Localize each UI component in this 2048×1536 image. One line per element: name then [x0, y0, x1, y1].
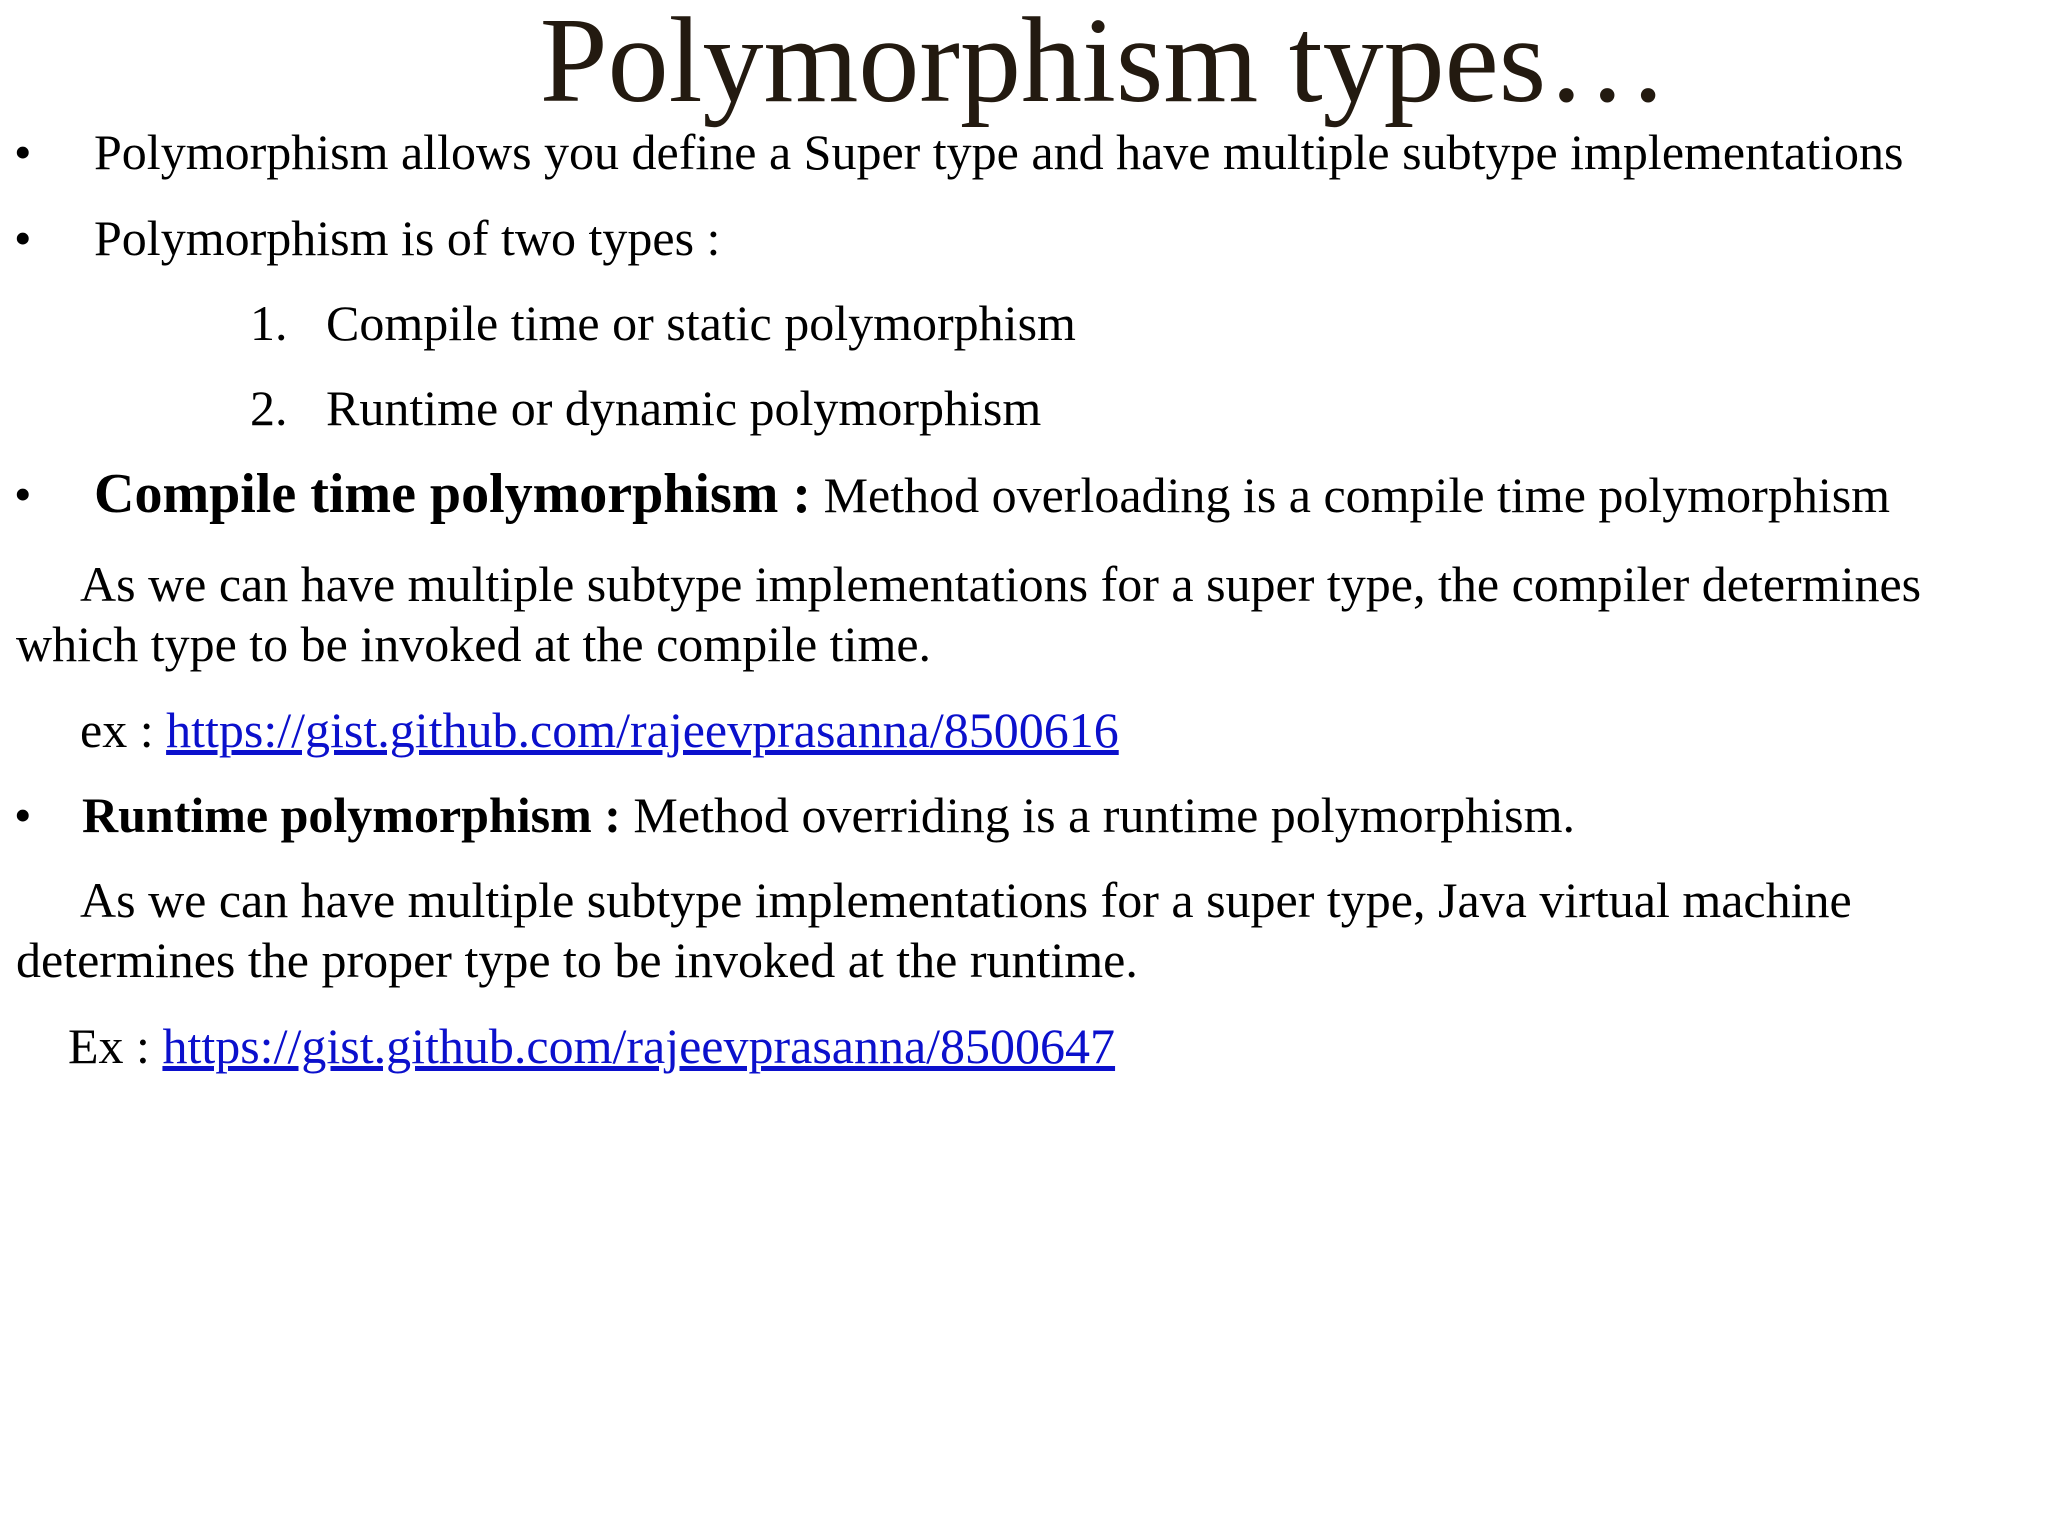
compile-time-paragraph-line1: As we can have multiple subtype implementations for a super type, the compiler determines — [80, 556, 1922, 612]
bullet-text-super-type: Polymorphism allows you define a Super type and have multiple subtype implementations — [94, 124, 1904, 180]
runtime-example — [68, 1016, 1115, 1076]
runtime-heading: Runtime polymorphism : — [82, 787, 621, 843]
runtime-example-link[interactable]: https://gist.github.com/rajeevprasanna/8500647 — [162, 1018, 1116, 1074]
compile-time-example-link[interactable]: https://gist.github.com/rajeevprasanna/8500616 — [166, 702, 1119, 758]
runtime-paragraph-line1: As we can have multiple subtype implementations for a super type, Java virtual machine — [80, 872, 1852, 928]
list-number: 2. — [250, 380, 288, 436]
bullet-marker: • — [14, 124, 32, 180]
list-number: 1. — [250, 295, 288, 351]
compile-time-text: Method overloading is a compile time polymorphism — [811, 467, 1891, 523]
bullet-text-two-types: Polymorphism is of two types : — [94, 210, 721, 266]
compile-time-example — [80, 700, 1119, 760]
compile-time-heading: Compile time polymorphism : — [94, 463, 812, 525]
example-label: ex : — [80, 702, 167, 758]
list-item-runtime: Runtime or dynamic polymorphism — [326, 380, 1042, 436]
bullet-marker: • — [14, 210, 32, 266]
list-item-compile-time: Compile time or static polymorphism — [326, 295, 1076, 351]
runtime-paragraph-line2: determines the proper type to be invoked at the runtime. — [16, 932, 1138, 988]
slide-title: Polymorphism types… — [539, 0, 1669, 128]
compile-time-paragraph-line2: which type to be invoked at the compile time. — [16, 616, 932, 672]
example-label: Ex : — [68, 1018, 163, 1074]
bullet-marker: • — [14, 787, 32, 843]
runtime-text: Method overriding is a runtime polymorphism. — [620, 787, 1575, 843]
compile-time-line — [94, 464, 1890, 525]
bullet-marker: • — [14, 466, 32, 522]
runtime-line — [82, 785, 1575, 845]
